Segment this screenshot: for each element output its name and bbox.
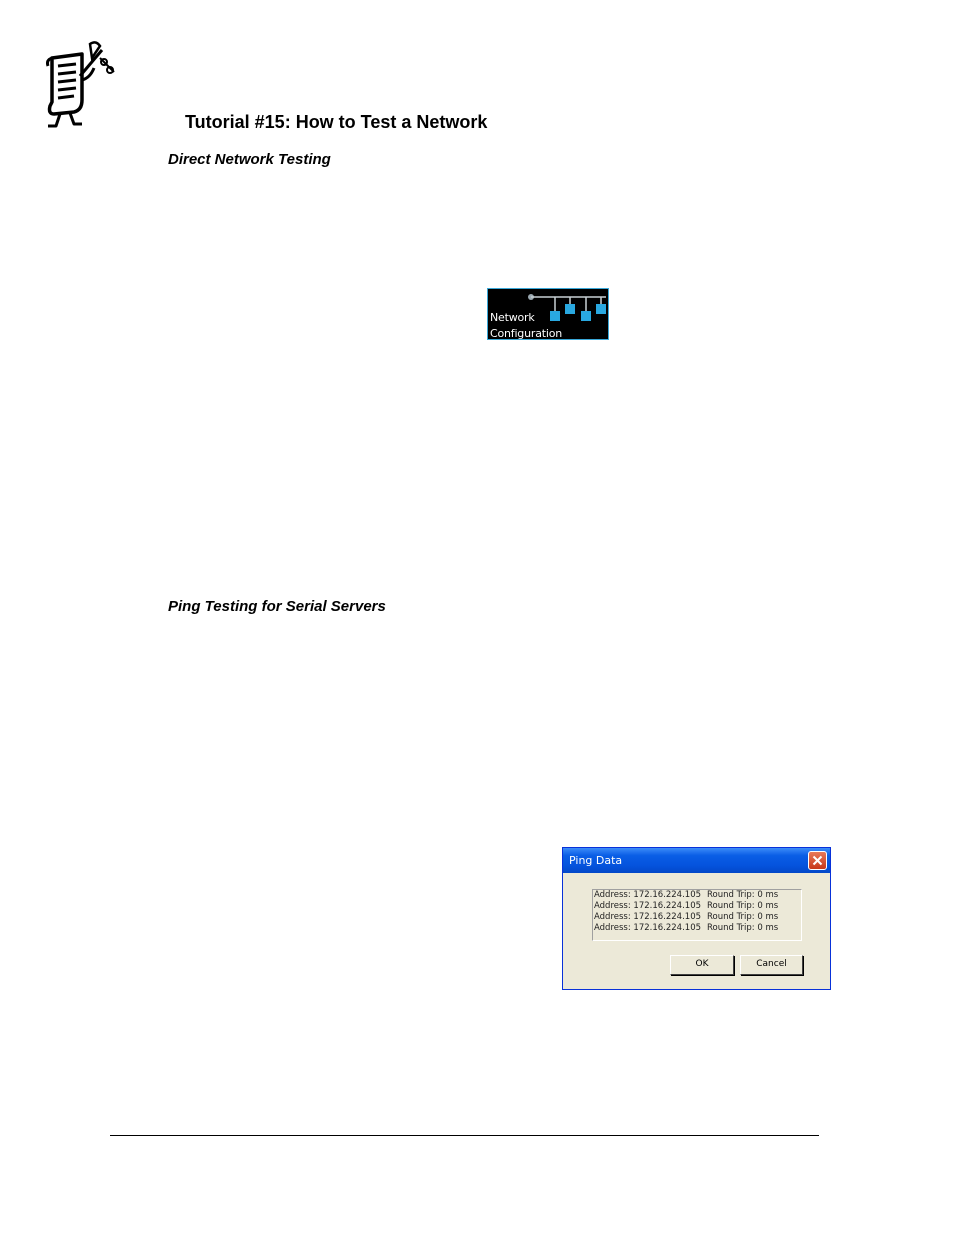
- tutorial-scroll-logo-icon: [44, 40, 118, 128]
- ping-address: Address: 172.16.224.105: [594, 890, 702, 900]
- ping-round-trip: Round Trip: 0 ms: [707, 912, 779, 922]
- ping-address: Address: 172.16.224.105: [594, 912, 702, 922]
- close-icon: [812, 855, 823, 866]
- ping-round-trip: Round Trip: 0 ms: [707, 923, 779, 933]
- cancel-button[interactable]: Cancel: [740, 955, 803, 975]
- dialog-title: Ping Data: [569, 854, 623, 867]
- network-button-label-line2: Configuration: [490, 327, 562, 340]
- ping-address: Address: 172.16.224.105: [594, 923, 702, 933]
- ping-data-dialog: [562, 847, 831, 990]
- network-button-label-line1: Network: [490, 311, 535, 324]
- close-button[interactable]: [808, 851, 827, 870]
- dialog-titlebar[interactable]: [563, 848, 830, 873]
- section-heading-direct-network-testing: Direct Network Testing: [168, 151, 331, 168]
- tutorial-title: Tutorial #15: How to Test a Network: [185, 112, 488, 132]
- ping-round-trip: Round Trip: 0 ms: [707, 901, 779, 911]
- ping-results-list[interactable]: [592, 889, 802, 941]
- ping-round-trip: Round Trip: 0 ms: [707, 890, 779, 900]
- list-item[interactable]: [593, 901, 801, 912]
- ping-address: Address: 172.16.224.105: [594, 901, 702, 911]
- footer-divider: [110, 1135, 819, 1136]
- network-configuration-button[interactable]: [487, 288, 609, 340]
- list-item[interactable]: [593, 912, 801, 923]
- ok-button[interactable]: OK: [670, 955, 734, 975]
- list-item[interactable]: [593, 890, 801, 901]
- section-heading-ping-testing: Ping Testing for Serial Servers: [168, 598, 386, 615]
- list-item[interactable]: [593, 923, 801, 934]
